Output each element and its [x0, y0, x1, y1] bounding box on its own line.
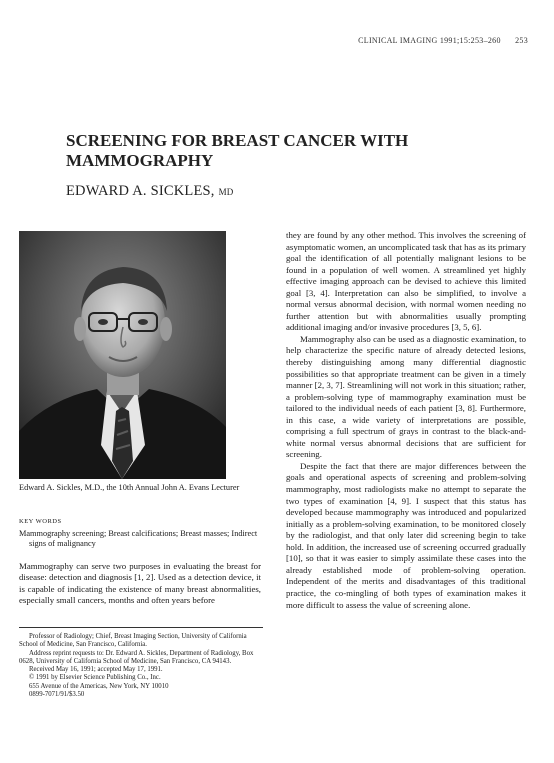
body-column-right: [286, 230, 526, 611]
footnote-divider: [19, 627, 263, 628]
author-line: [66, 183, 234, 200]
footnote-affiliation: Professor of Radiology; Chief, Breast Imaging Section, University of California School of Medicine, San Francisco, California.: [19, 633, 247, 649]
journal-citation: CLINICAL IMAGING 1991;15:253–260: [358, 36, 501, 45]
article-title: SCREENING FOR BREAST CANCER WITH MAMMOGRAPHY: [66, 131, 409, 170]
footnote-publisher-address: 655 Avenue of the Americas, New York, NY 10010: [29, 682, 169, 690]
footnote-copyright: © 1991 by Elsevier Science Publishing Co., Inc.: [29, 674, 161, 682]
footnote-received: Received May 16, 1991; accepted May 17, 1991.: [29, 666, 163, 674]
body-paragraph: Despite the fact that there are major differences between the goals and operational aspects of screening and problem-solving mammography, most radiologists make no attempt to separate the two types of examination [4, 9]. I suspect that this status has developed because mammography was introduced and popularized initially as a problem-solving examination, to be monitored closely by the radiologist, and that only later did screening begin to take hold. In addition, the increased use of screening occurred gradually [10], so that it was easier to simply assimilate these cases into the already established mode of problem-solving operation. Independent of the merits and disadvantages of this traditional practice, the co-mingling of both types of examination makes it more difficult to assess the value of screening alone.: [286, 460, 526, 610]
photo-caption: Edward A. Sickles, M.D., the 10th Annual John A. Evans Lecturer: [19, 483, 240, 492]
page-number: 253: [515, 36, 528, 45]
footnote-reprints: Address reprint requests to: Dr. Edward A. Sickles, Department of Radiology, Box 0628, University of California School of Medicine, San Francisco, CA 94143.: [19, 649, 254, 665]
body-paragraph: they are found by any other method. This involves the screening of asymptomatic women, an uncomplicated task that has as its primary goal the identification of all potentially malignant lesions to be found in a population of well women. A streamlined yet highly effective imaging approach can be devised to achieve this limited goal [3, 4]. Interpretation can also be simplified, to involve a normal versus abnormal decision, with normal women needing no further attention but with abnormalities usually prompting additional imaging and/or invasive procedures [3, 5, 6].: [286, 230, 526, 333]
footnote-issn: 0899-7071/91/$3.50: [29, 691, 85, 699]
running-head: [358, 36, 528, 45]
author-degree: MD: [218, 187, 234, 197]
footnotes: [19, 633, 261, 699]
author-name: EDWARD A. SICKLES,: [66, 183, 215, 199]
body-paragraph-left: Mammography can serve two purposes in evaluating the breast for disease: detection and diagnosis [1, 2]. Used as a detection device, it is capable of indicating the existence of many breast abnormalities, especially small cancers, months and often years before: [19, 561, 261, 605]
keywords-text: Mammography screening; Breast calcifications; Breast masses; Indirect signs of malignancy: [19, 529, 258, 548]
portrait-photo: [19, 231, 226, 479]
body-paragraph: Mammography also can be used as a diagnostic examination, to help characterize the specific nature of already detected lesions, thereby distinguishing among many differential diagnostic possibilities so that appropriate treatment can be given in a timely manner [2, 3, 7]. Streamlining will not work in this situation; rather, a problem-solving type of mammography examination must be tailored to the individual needs of each patient [3, 8]. Furthermore, in this case, a wide variety of interpretations are possible, comprising a full spectrum of grays in contrast to the black-and-white normal versus abnormal decisions that are sufficient for screening.: [286, 333, 526, 460]
keywords-heading: KEY WORDS: [19, 518, 62, 525]
